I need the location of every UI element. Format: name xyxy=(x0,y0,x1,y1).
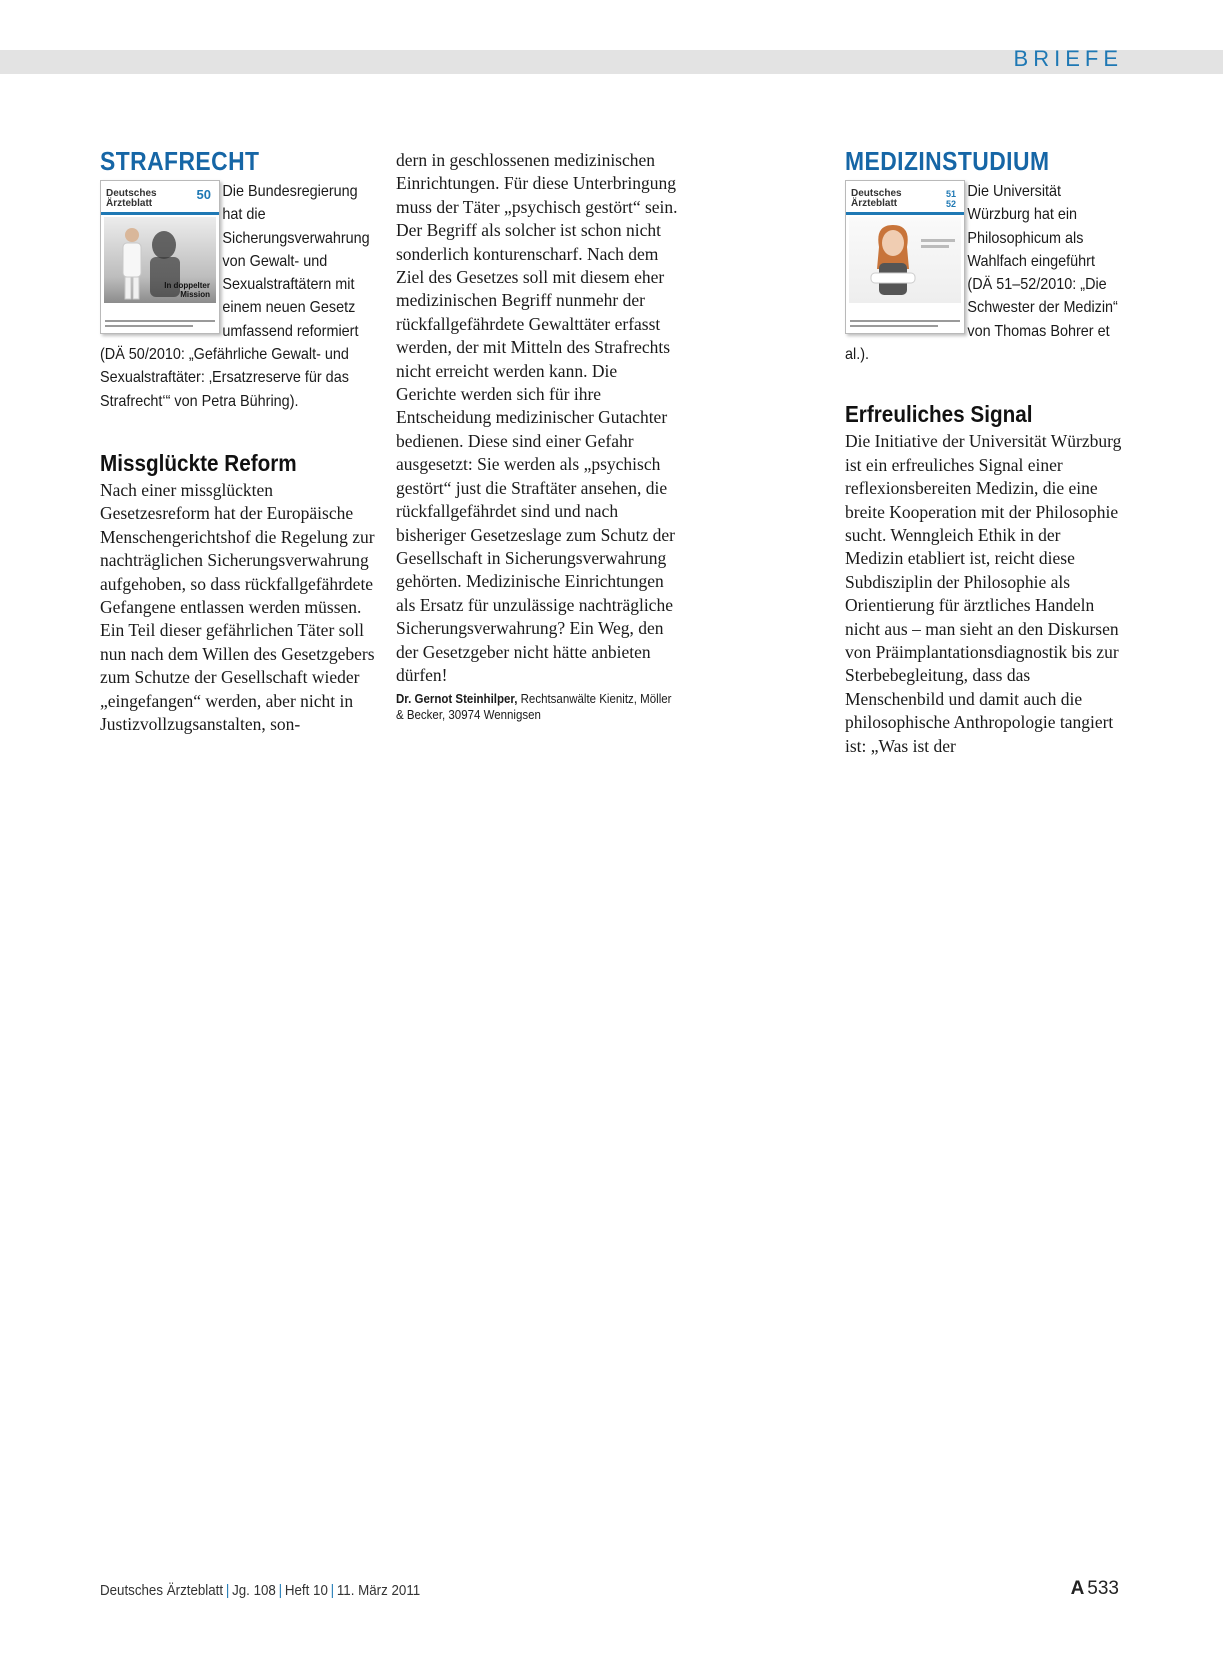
footer-journal: Deutsches Ärzteblatt xyxy=(100,1583,224,1599)
letter-paragraph-2-continued: dern in geschlossenen medizinischen Einrichtungen. Für diese Unterbringung muss der Täter „psychisch gestört“ sein. Der Begriff als solcher ist schon nicht sonderlich konturenscharf. Nach dem Ziel des Gesetzes soll mit diesem eher medizinischen Begriff nunmehr der rückfallgefährdete Gewalttäter erfasst werden, der mit Mitteln des Strafrechts nicht erreicht werden kann. Die Gerichte werden sich für ihre Entscheidung medizinischer Gutachter bedienen. Diese sind einer Gefahr ausgesetzt: Sie werden als „psychisch gestört“ just die Straftäter ansehen, die rückfallgefährdet sind und nach bisheriger Gesetzeslage zum Schutz der Gesellschaft in Sicherungsverwahrung gehörten. Medizinische Einrichtungen als Ersatz für unzulässige nachträgliche Sicherungsverwahrung? Ein Weg, den der Gesetzgeber nicht hätte anbieten dürfen! xyxy=(396,150,678,685)
page-number xyxy=(1071,1578,1119,1600)
column-3 xyxy=(845,146,1123,758)
cover-headline: In doppelter Mission xyxy=(164,281,210,299)
teaser-medizinstudium: Die Universität Würzburg hat ein Philosophicum als Wahlfach eingeführt (DÄ 51–52/2010: „Die Schwester der Medizin“ von Thomas Bohrer et al.). xyxy=(845,183,1118,364)
footer-issue: Heft 10 xyxy=(284,1583,328,1599)
page-number-value: 533 xyxy=(1087,1578,1119,1599)
footer-volume: Jg. 108 xyxy=(232,1583,276,1599)
column-1 xyxy=(100,146,378,736)
page-prefix: A xyxy=(1070,1578,1085,1599)
cover-issue-number: 51 52 xyxy=(945,189,956,209)
cover-title: Deutsches Ärzteblatt xyxy=(106,188,157,209)
author-affiliation: Rechtsanwälte Kienitz, Möller & Becker, 30974 Wennigsen xyxy=(396,692,672,723)
letter-paragraph-2-start: Ein Teil dieser gefährlichen Täter soll nun nach dem Willen des Gesetzgebers zum Schutze der Gesellschaft wieder „eingefangen“ werden, aber nicht in Justizvollzugsanstalten, son- xyxy=(100,620,375,735)
section-label: BRIEFE xyxy=(1013,46,1123,71)
teaser-strafrecht: Die Bundesregierung hat die Sicherungsverwahrung von Gewalt- und Sexualstraftätern mit einem neuen Gesetz umfassend reformiert (DÄ 50/2010: „Gefährliche Gewalt- und Sexualstraftäter: ‚Ersatzreserve für das Strafrecht‘“ von Petra Bühring). xyxy=(100,183,370,410)
letter-paragraph-1: Nach einer missglückten Gesetzesreform hat der Europäische Menschengerichtshof die Regelung zur nachträglichen Sicherungsverwahrung aufgehoben, so dass rückfallgefährdete Gefangene entlassen werden müssen. xyxy=(100,479,375,617)
column-2 xyxy=(396,149,678,723)
page-footer: Deutsches Ärzteblatt | Jg. 108 | Heft 10 | 11. März 2011 xyxy=(100,1583,421,1599)
author-name: Dr. Gernot Steinhilper, xyxy=(396,692,518,707)
letter-heading-missglueckte-reform: Missglückte Reform xyxy=(100,449,297,476)
rubric-medizinstudium: MEDIZINSTUDIUM xyxy=(845,146,1050,176)
cover-title: Deutsches Ärzteblatt xyxy=(851,188,902,209)
letter-paragraph-1: Die Initiative der Universität Würzburg ist ein erfreuliches Signal einer reflexionsbereiten Medizin, die eine breite Kooperation mit der Philosophie sucht. Wenngleich Ethik in der Medizin etabliert ist, reicht diese Subdisziplin der Philosophie als Orientierung für ärztliches Handeln nicht aus – man sieht an den Diskursen von Präimplantationsdiagnostik bis zur Sterbebegleitung, dass das Menschenbild und damit auch die philosophische Anthropologie tangiert ist: „Was ist der xyxy=(845,431,1122,756)
footer-date: 11. März 2011 xyxy=(336,1583,421,1599)
cover-issue-number: 50 xyxy=(196,187,211,202)
rubric-strafrecht: STRAFRECHT xyxy=(100,146,260,176)
letter-signature xyxy=(396,691,679,723)
letter-heading-erfreuliches-signal: Erfreuliches Signal xyxy=(845,401,1033,428)
